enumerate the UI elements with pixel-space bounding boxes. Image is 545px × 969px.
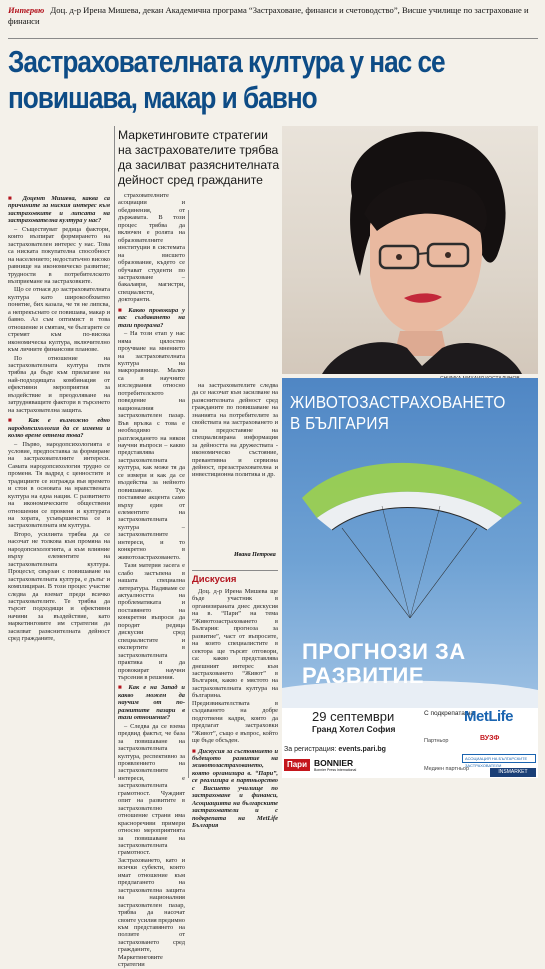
association-logo: АСОЦИАЦИЯ НА БЪЛГАРСКИТЕ ЗАСТРАХОВАТЕЛИ	[462, 754, 536, 763]
pari-logo: Пари	[284, 759, 310, 771]
ad-registration-url[interactable]: events.pari.bg	[338, 746, 386, 753]
paragraph: Тази материя засега е слабо застъпена в нашата специална литература. Надяваме се актуалността на проблематиката и поставянето на конкретни въпроси да породят редица дискусии сред специалистите и експертите в застрахователната практика и да провокират научни търсения в решения.	[118, 562, 185, 681]
interview-question: ■ Доцент Мишева, каква са причините за ниския интерес към застраховките и липсата на застрахователна култура у нас?	[8, 195, 110, 225]
paragraph: Що се отнася до застрахователната култура като широкообхватно понятие, бих казала, че тя не липсва, а непрекъснато се повишава, макар и бавно. Аз съм оптимист в това отношение и смятам, че българите се стремят към по-висока икономическа култура, включително към личните финансови планове.	[8, 286, 110, 354]
paragraph: По отношение на застрахователната култура пътя трябва да бъде към прилагане на най-подходящата комбинация от ефективни мероприятия за въздействие и преодоляване на затрудняващите фактори в търсенето на застрахователна защита.	[8, 354, 110, 414]
headline: Застрахователната култура у нас се повишава, макар и бавно	[8, 45, 445, 115]
bonnier-logo-subtext: Bonnier Press International	[314, 768, 357, 772]
ad-registration-label: За регистрация:	[284, 746, 337, 753]
vuzf-logo: ВУЗФ	[480, 735, 500, 742]
paragraph: – Първо, народопсихологията е условие, предпоставка за формиране на застрахователните интереси. Самата народопсихология трудно се променя. Тя вадред с ценностите и традициите се изгражда във времето и стои в основата на нравствената култура на една нация. С развитието на икономическите обществени отношения се променя и културата на хората, усъвършенства се и застрахователната им култура.	[8, 440, 110, 530]
paragraph: на застрахователите следва да се насочат към засилване на разяснителната дейност сред гражданите по повишаване на знанията на потребителите за свойствата на застраховането и за предоставяне на специализирана информация за дейността на дружествата - икономическо състояние, превантивна и сервизна дейност, презастрахователна и инвестиционна политика и др.	[192, 382, 278, 479]
article-column-2	[118, 192, 185, 969]
interview-question: ■ Как е възможно едно народопсихология да се измени и колко време отнема това?	[8, 417, 110, 439]
sidebar-body	[192, 588, 278, 830]
paragraph: Доц. д-р Ирена Мишева ще бъде участник в организираната днес дискусия на в. “Пари” на тема “Животозастраховането в България: прогноза за развитие”, част от въпросите, на които специалистите в сектора ще търсят отговори, са: какво представлява днешният интерес към застраховането “Живот” в България, какво е мястото на застрахователната култура на българина. Предизвикателствата в създаването на добре подготвени кадри, които да предлагат застраховки “Живот”, също е въпрос, който ще бъде обсъден.	[192, 588, 278, 745]
ad-venue: Гранд Хотел София	[312, 724, 396, 734]
event-advertisement[interactable]	[282, 378, 538, 778]
bonnier-logo	[314, 758, 356, 772]
portrait-illustration	[282, 126, 538, 374]
bonnier-logo-text: BONNIER	[314, 758, 354, 768]
ad-media-label: Медиен партньор	[424, 766, 470, 772]
paragraph: Второ, усилията трябва да се насочат не толкова към промяна на народопсихологията, а към влияние върху елементите на застрахователната култура. Процесът, свързан с повишаване на застрахователната култура, е дълъг и комплициран. В този процес участие следва да вземат преди всичко застрахователите. Те трябва да търсят подходящи и ефективни начини за въздействие, като маркетинговите им стратегии да засилват разяснителната дейност сред гражданите,	[8, 530, 110, 643]
ad-registration[interactable]	[284, 746, 386, 753]
paragraph: – Следва да се взема предвид фактът, че база за повишаване на застрахователната култура, респективно за проявлението на застрахователните интереси, е застрахователната грамотност. Чуждият опит на развитите в застрахователно отношение страни има красноречиви примери относно мероприятията за повишаване на застрахователната грамотност. Застраховането, като и всички субекти, които имат отношение към предлагането на застрахователна защита на националния застрахователен пазар, трябва да насочат своите усилия предимно към представянето на ползите от застраховането сред гражданите, Маркетинговите стратегии	[118, 722, 185, 969]
kicker-tag: Интервю	[8, 5, 45, 15]
paragraph: – Съществуват редица фактори, които възпират формирането на застрахователен интерес у нас. Това са ниската покупателна способност на населението; недостатъчно високо равнище на икономическо развитие; трудности в потребителското възприемане на застраховките.	[8, 225, 110, 285]
kicker	[8, 5, 538, 27]
interview-question: ■ Как е на Запад и какво можем да научим от по-развитите пазари в тази отношение?	[118, 684, 185, 721]
paragraph: страхователните асоциации и обединения, от държавата. В този процес трябва да включен е ролята на образователните институции в системата на висшето образование, където се обучават студенти по застраховане – бакалаври, магистри, специалисти, докторанти.	[118, 192, 185, 304]
ad-title: ЖИВОТОЗАСТРАХОВАНЕТО В БЪЛГАРИЯ	[290, 392, 506, 433]
ad-support-label: С подкрепата на	[424, 710, 474, 717]
article-column-3	[192, 382, 278, 562]
column-divider	[188, 210, 189, 778]
top-rule	[8, 38, 538, 39]
ad-partner-label: Партньор	[424, 738, 449, 744]
metlife-logo: MetLife	[464, 708, 513, 725]
interview-question: ■ Дискусия за състоянието и бъдещото развитие на животозастраховането, която организира в. “Пари”, се реализира в партньорство с Висшето училище по застраховане и финанси, Асоциацията на българските застрахователи и с подкрепата на MetLife България	[192, 748, 278, 830]
insmarket-logo: INSMARKET	[490, 768, 536, 777]
subhead: Маркетинговите стратегии на застрахователите трябва да засилват разяснителната дейност сред гражданите	[118, 128, 280, 187]
sidebar-rule	[192, 570, 278, 571]
article-column-1	[8, 192, 110, 778]
kicker-text: Доц. д-р Ирена Мишева, декан Академична програма “Застраховане, финанси и счетоводство”, Висше училище по застраховане и финанси	[8, 5, 529, 26]
ad-footer	[282, 708, 538, 778]
paragraph: – На този етап у нас няма цялостно проучване на мнението на застрахователната култура на макроравнище. Малко са и научните изследвания относно потребителското поведение на националния застрахователен пазар. Във връзка с това е необходимо разглеждането на някои научни въпроси – какво представлява застрахователната култура, как може тя да се измери и как да се въздейства за нейното повишаване. Тук поставяме акцента само върху един от елементите на застрахователната култура – застрахователните интереси, и то конкретно в животозастраховането.	[118, 330, 185, 561]
signature: Ивана Петрова	[234, 552, 276, 558]
interviewee-photo	[282, 126, 538, 374]
interview-question: ■ Какво провокира у вас създаването на тази програма?	[118, 307, 185, 329]
column-divider	[114, 126, 115, 778]
ad-prognosis: ПРОГНОЗИ ЗА РАЗВИТИЕ	[302, 639, 466, 688]
ad-date: 29 септември	[312, 709, 395, 724]
sidebar-title: Дискусия	[192, 574, 237, 585]
